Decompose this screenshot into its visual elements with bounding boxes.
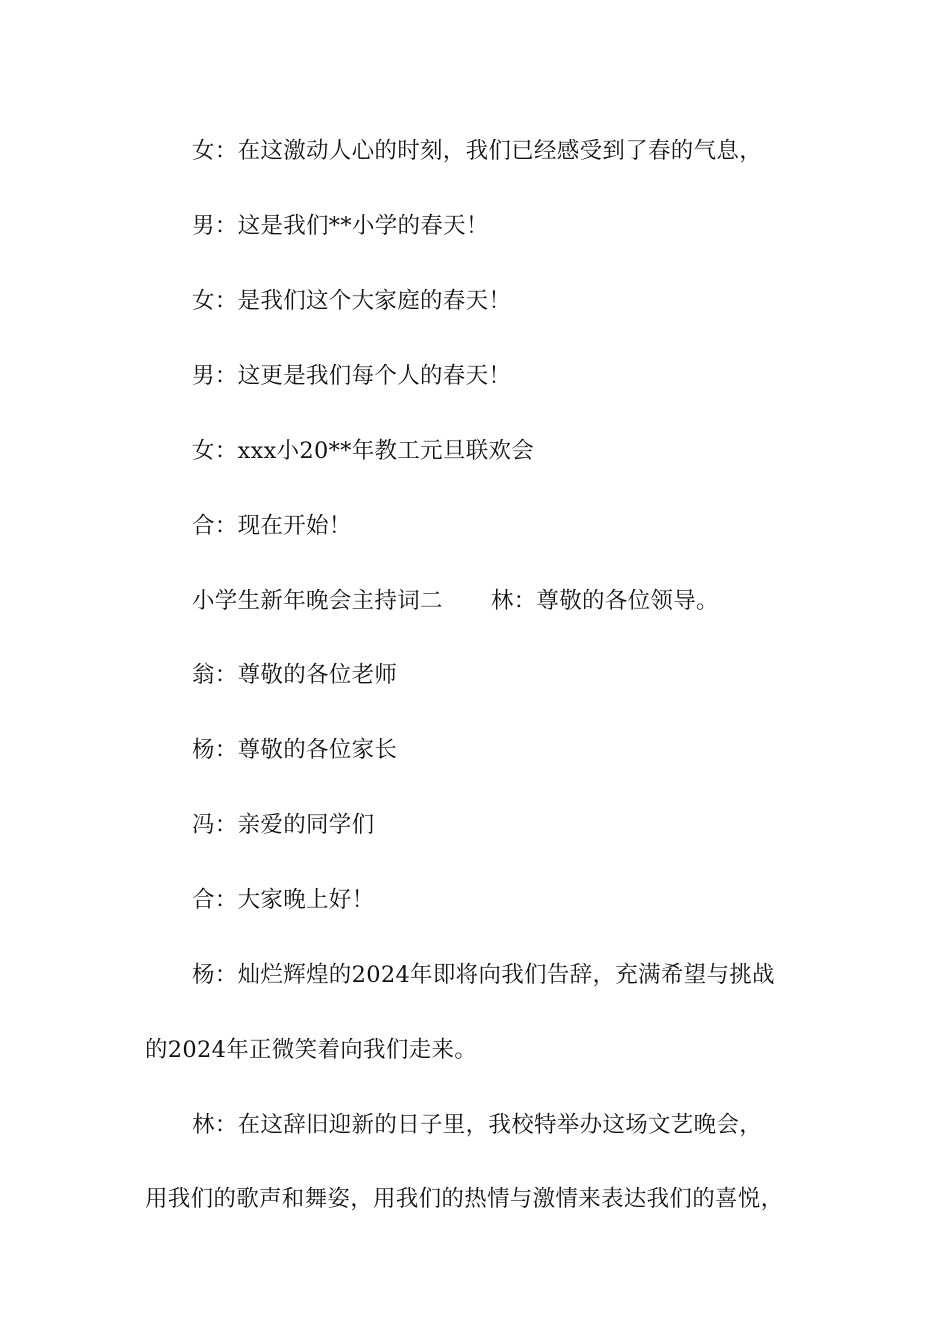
text-line-14: 林：在这辞旧迎新的日子里，我校特举办这场文艺晚会，: [192, 1112, 763, 1138]
text-line-10: 冯：亲爱的同学们: [192, 812, 375, 838]
text-line-11: 合：大家晚上好！: [192, 887, 375, 913]
text-line-9: 杨：尊敬的各位家长: [192, 737, 398, 763]
text-line-1: 女：在这激动人心的时刻，我们已经感受到了春的气息，: [192, 138, 763, 164]
text-line-8: 翁：尊敬的各位老师: [192, 662, 398, 688]
speaker-line: 林：尊敬的各位领导。: [490, 588, 719, 614]
text-line-12: 杨：灿烂辉煌的2024年即将向我们告辞，充满希望与挑战: [192, 962, 775, 988]
text-line-6: 合：现在开始！: [192, 513, 352, 539]
text-line-5: 女：xxx小20**年教工元旦联欢会: [192, 438, 535, 464]
text-line-2: 男：这是我们**小学的春天！: [192, 213, 489, 239]
text-line-15: 用我们的歌声和舞姿，用我们的热情与激情来表达我们的喜悦，: [145, 1186, 784, 1212]
text-line-13: 的2024年正微笑着向我们走来。: [145, 1037, 478, 1063]
text-line-4: 男：这更是我们每个人的春天！: [192, 363, 512, 389]
text-line-3: 女：是我们这个大家庭的春天！: [192, 288, 512, 314]
section-heading: 小学生新年晚会主持词二: [192, 588, 443, 614]
text-line-7: [145, 586, 882, 616]
